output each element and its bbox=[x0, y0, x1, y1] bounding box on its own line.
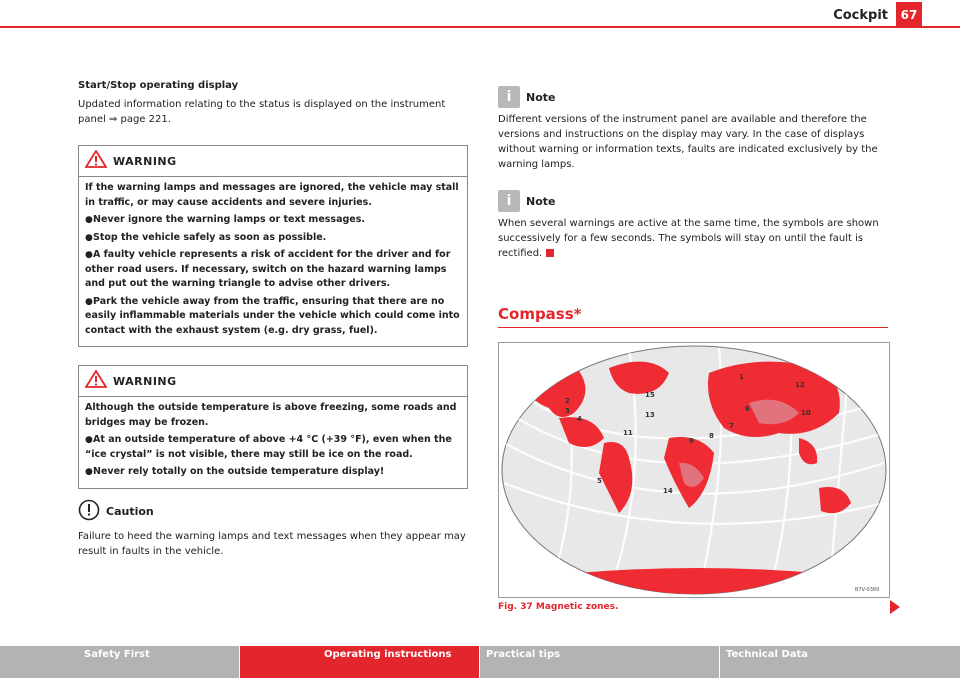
zone-label: 8 bbox=[709, 432, 714, 440]
caution-header bbox=[78, 499, 468, 525]
bullet-icon: ● bbox=[85, 215, 93, 225]
bullet-icon: ● bbox=[85, 435, 93, 445]
world-map-image bbox=[499, 343, 889, 597]
info-icon: i bbox=[498, 190, 520, 212]
bullet-icon: ● bbox=[85, 232, 93, 243]
warning-header bbox=[79, 366, 467, 397]
warning-bullet-text: A faulty vehicle represents a risk of accident for the driver and for other road users. If necessary, switch on the hazard warning lamps and put out the warning triangle to advise other drivers. bbox=[85, 249, 451, 289]
note-header bbox=[498, 86, 888, 108]
note-title: Note bbox=[526, 90, 556, 104]
warning-bullet bbox=[85, 231, 461, 246]
info-icon: i bbox=[498, 86, 520, 108]
warning-bullet bbox=[85, 433, 461, 462]
intro-paragraph: Updated information relating to the status is displayed on the instrument panel ⇒ page 221. bbox=[78, 99, 446, 125]
warning-bullet bbox=[85, 295, 461, 339]
caution-icon bbox=[78, 499, 100, 525]
warning-triangle-icon bbox=[85, 150, 107, 172]
warning-title: WARNING bbox=[113, 374, 177, 388]
warning-bullet-text: Never ignore the warning lamps or text messages. bbox=[93, 214, 365, 225]
footer-nav bbox=[0, 646, 960, 678]
warning-bullet-text: Never rely totally on the outside temperature display! bbox=[93, 466, 385, 477]
warning-bullet bbox=[85, 248, 461, 292]
warning-lead: Although the outside temperature is above freezing, some roads and bridges may be frozen. bbox=[85, 402, 457, 428]
caution-text: Failure to heed the warning lamps and text messages when they appear may result in faults in the vehicle. bbox=[78, 530, 466, 557]
footer-tab-technical-data[interactable]: Technical Data bbox=[720, 646, 960, 678]
footer-tab-practical-tips[interactable]: Practical tips bbox=[480, 646, 720, 678]
note-header bbox=[498, 190, 888, 212]
zone-label: 14 bbox=[663, 487, 673, 495]
zone-label: 12 bbox=[795, 381, 805, 389]
right-column bbox=[498, 86, 888, 328]
figure-caption: Fig. 37 Magnetic zones. bbox=[498, 602, 619, 612]
warning-body bbox=[79, 177, 467, 346]
warning-lead: If the warning lamps and messages are ignored, the vehicle may stall in traffic, or may cause accidents and severe injuries. bbox=[85, 182, 459, 208]
caution-title: Caution bbox=[106, 505, 154, 518]
subheading: Start/Stop operating display bbox=[78, 80, 239, 91]
warning-bullet bbox=[85, 465, 461, 480]
zone-label: 1 bbox=[739, 373, 744, 381]
zone-label: 13 bbox=[645, 411, 655, 419]
bullet-icon: ● bbox=[85, 467, 93, 477]
zone-label: 6 bbox=[745, 405, 750, 413]
warning-box bbox=[78, 365, 468, 489]
bullet-icon: ● bbox=[85, 296, 93, 307]
compass-heading: Compass* bbox=[498, 305, 888, 328]
next-page-arrow-icon[interactable] bbox=[890, 600, 900, 614]
zone-label: 5 bbox=[597, 477, 602, 485]
zone-label: 9 bbox=[689, 437, 694, 445]
zone-label: 10 bbox=[801, 409, 811, 417]
warning-box bbox=[78, 145, 468, 347]
warning-header bbox=[79, 146, 467, 177]
figure-code: B7V-0389 bbox=[855, 587, 880, 593]
zone-label: 15 bbox=[645, 391, 655, 399]
footer-tab-safety-first[interactable]: Safety First bbox=[0, 646, 240, 678]
note-text-body: When several warnings are active at the same time, the symbols are shown successively for a few seconds. The symbols will stay on until the fault is rectified. bbox=[498, 218, 879, 259]
footer-tab-operating-instructions[interactable]: Operating instructions bbox=[240, 646, 480, 678]
bullet-icon: ● bbox=[85, 250, 93, 260]
header-rule bbox=[0, 26, 960, 28]
zone-label: 2 bbox=[565, 397, 570, 405]
zone-label: 4 bbox=[577, 415, 582, 423]
warning-bullet-text: At an outside temperature of above +4 °C (+39 °F), even when the “ice crystal” is not visible, there may still be ice on the road. bbox=[85, 434, 452, 460]
warning-bullet-text: Park the vehicle away from the traffic, ensuring that there are no easily inflammable materials under the vehicle which could come into contact with the exhaust system (e.g. dry grass, fuel). bbox=[85, 295, 460, 336]
zone-label: 7 bbox=[729, 422, 734, 430]
zone-label: 3 bbox=[565, 407, 570, 415]
note-text bbox=[498, 216, 888, 261]
warning-title: WARNING bbox=[113, 154, 177, 168]
left-column bbox=[78, 80, 468, 559]
end-marker-icon bbox=[546, 249, 554, 257]
warning-triangle-icon bbox=[85, 370, 107, 392]
warning-body bbox=[79, 397, 467, 488]
page-number: 67 bbox=[896, 2, 922, 28]
section-title-header: Cockpit bbox=[833, 8, 888, 23]
zone-label: 11 bbox=[623, 429, 633, 437]
magnetic-zones-figure bbox=[498, 342, 890, 598]
warning-bullet bbox=[85, 213, 461, 228]
warning-bullet-text: Stop the vehicle safely as soon as possible. bbox=[93, 231, 327, 243]
note-text: Different versions of the instrument panel are available and therefore the versions and instructions on the display may vary. In the case of displays without warning or information texts, faults are indicated exclusively by the warning lamps. bbox=[498, 114, 878, 170]
note-title: Note bbox=[526, 194, 556, 208]
